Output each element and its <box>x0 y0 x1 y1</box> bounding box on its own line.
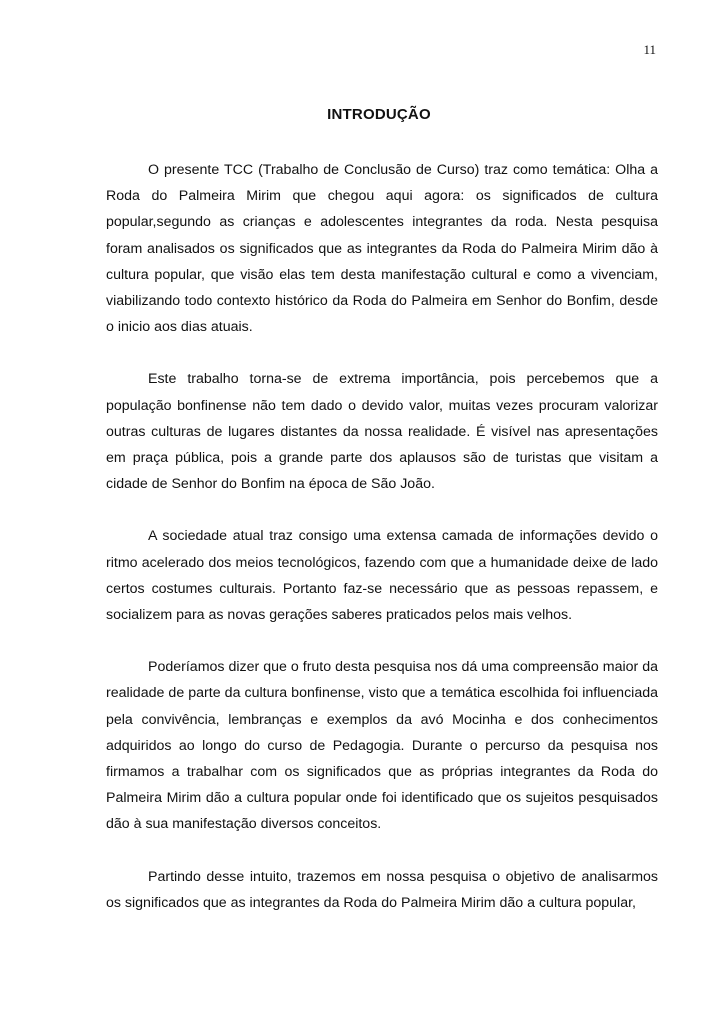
section-title: INTRODUÇÃO <box>327 106 431 123</box>
page-number: 11 <box>643 42 656 57</box>
paragraph-3: A sociedade atual traz consigo uma extensa camada de informações devido o ritmo acelerado dos meios tecnológicos, fazendo com que a humanidade deixe de lado certos costumes culturais. Portanto faz-se necessário que as pessoas repassem, e socializem para as novas gerações saberes praticados pelos mais velhos. <box>106 528 658 624</box>
paragraph-2: Este trabalho torna-se de extrema importância, pois percebemos que a população bonfinense não tem dado o devido valor, muitas vezes procuram valorizar outras culturas de lugares distantes da nossa realidade. É visível nas apresentações em praça pública, pois a grande parte dos aplausos são de turistas que visitam a cidade de Senhor do Bonfim na época de São João. <box>106 371 658 493</box>
paragraph-5: Partindo desse intuito, trazemos em nossa pesquisa o objetivo de analisarmos os significados que as integrantes da Roda do Palmeira Mirim dão a cultura popular, <box>106 868 658 911</box>
paragraph-1: O presente TCC (Trabalho de Conclusão de Curso) traz como temática: Olha a Roda do Palmeira Mirim que chegou aqui agora: os significados de cultura popular,segundo as crianças e adolescentes integrantes da roda. Nesta pesquisa foram analisados os significados que as integrantes da Roda do Palmeira Mirim dão à cultura popular, que visão elas tem desta manifestação cultural e como a vivenciam, viabilizando todo contexto histórico da Roda do Palmeira em Senhor do Bonfim, desde o inicio aos dias atuais. <box>106 162 658 336</box>
paragraph-4: Poderíamos dizer que o fruto desta pesquisa nos dá uma compreensão maior da realidade de parte da cultura bonfinense, visto que a temática escolhida foi influenciada pela convivência, lembranças e exemplos da avó Mocinha e dos conhecimentos adquiridos ao longo do curso de Pedagogia. Durante o percurso da pesquisa nos firmamos a trabalhar com os significados que as próprias integrantes da Roda do Palmeira Mirim dão a cultura popular onde foi identificado que os sujeitos pesquisados dão à sua manifestação diversos conceitos. <box>106 659 658 833</box>
body-text <box>106 157 658 916</box>
